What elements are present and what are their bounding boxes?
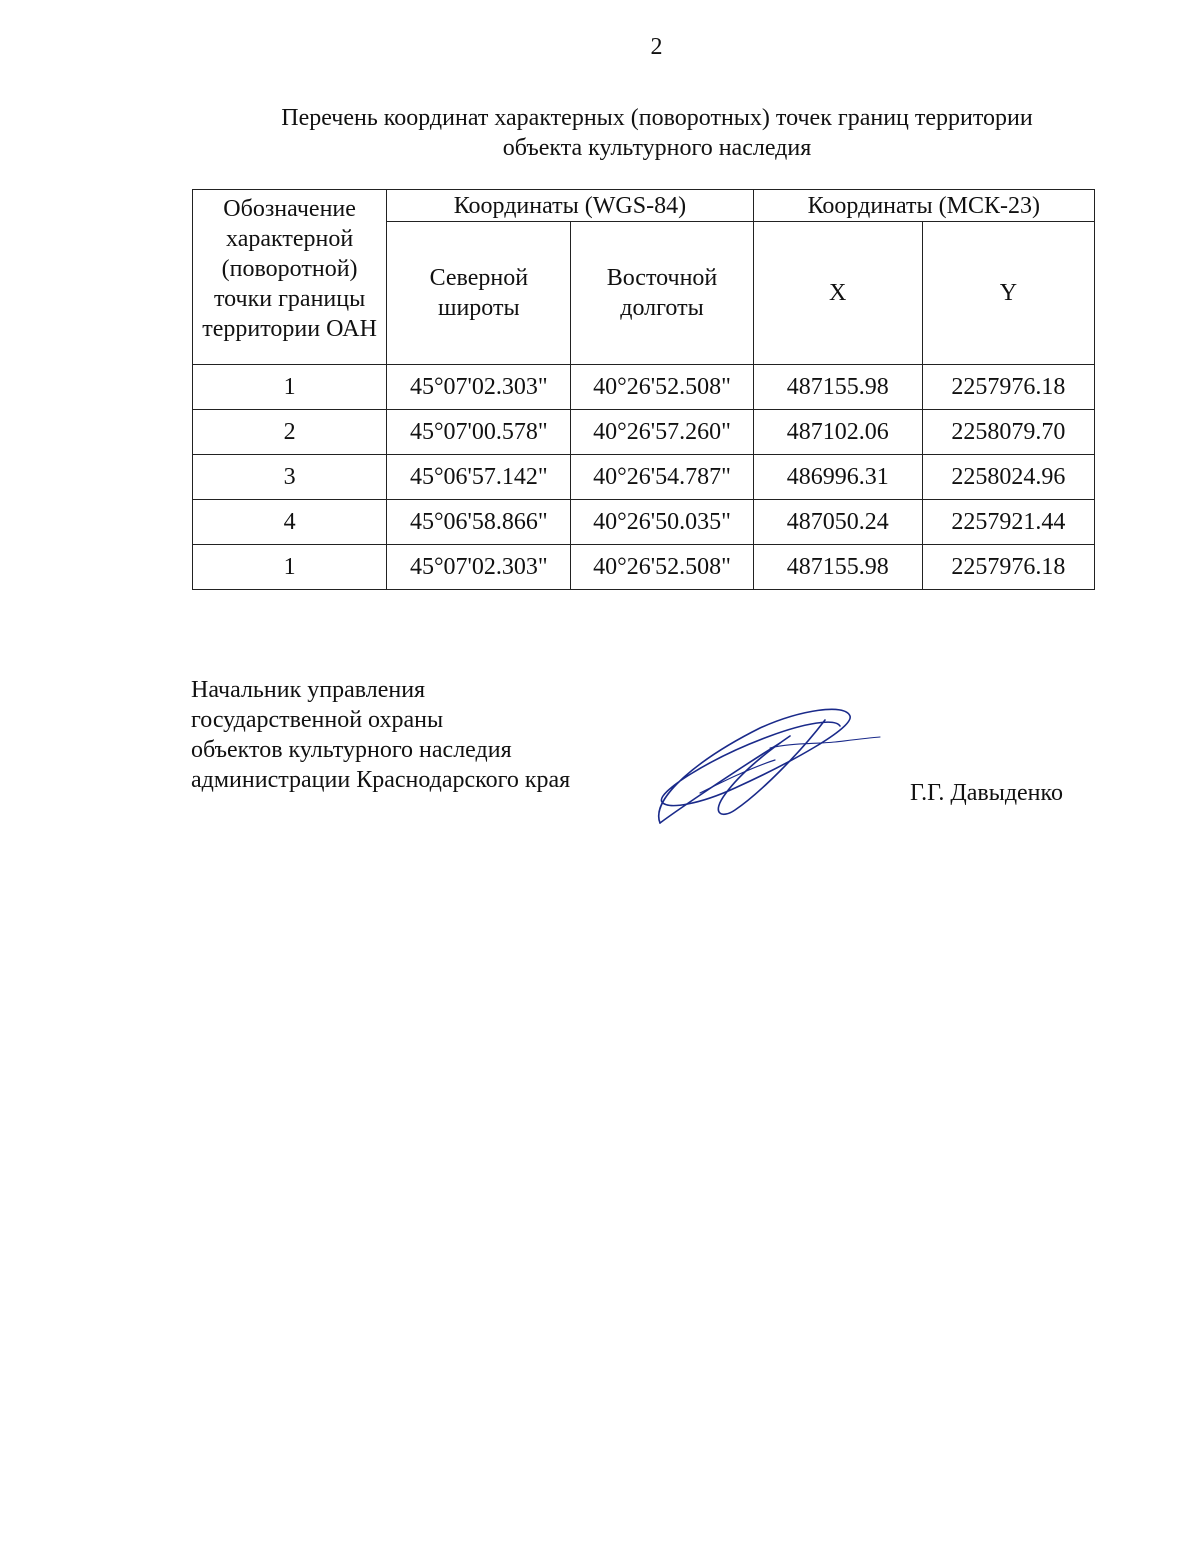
cell-y: 2258024.96 <box>922 455 1094 500</box>
cell-point: 3 <box>193 455 387 500</box>
position-line-1: Начальник управления <box>191 677 426 703</box>
cell-x: 486996.31 <box>753 455 922 500</box>
position-line-2: государственной охраны <box>191 707 444 733</box>
table-row <box>193 455 1095 500</box>
title-line-2: объекта культурного наследия <box>502 135 812 161</box>
header-latitude: Северной широты <box>387 222 571 365</box>
header-wgs84: Координаты (WGS-84) <box>387 190 753 222</box>
cell-longitude: 40°26'57.260" <box>571 410 753 455</box>
cell-x: 487050.24 <box>753 500 922 545</box>
header-msk23: Координаты (МСК-23) <box>753 190 1094 222</box>
header-designation: Обозначение характерной (поворотной) точки границы территории ОАН <box>193 190 387 365</box>
cell-x: 487155.98 <box>753 365 922 410</box>
header-x: X <box>753 222 922 365</box>
cell-longitude: 40°26'50.035" <box>571 500 753 545</box>
cell-y: 2257976.18 <box>922 365 1094 410</box>
cell-latitude: 45°07'00.578" <box>387 410 571 455</box>
cell-longitude: 40°26'52.508" <box>571 545 753 590</box>
cell-latitude: 45°06'57.142" <box>387 455 571 500</box>
table-row <box>193 500 1095 545</box>
cell-point: 1 <box>193 365 387 410</box>
cell-x: 487102.06 <box>753 410 922 455</box>
table-row <box>193 545 1095 590</box>
header-longitude: Восточной долготы <box>571 222 753 365</box>
signer-name: Г.Г. Давыденко <box>910 780 1063 806</box>
cell-latitude: 45°07'02.303" <box>387 545 571 590</box>
table-row <box>193 365 1095 410</box>
cell-point: 4 <box>193 500 387 545</box>
table-row <box>193 410 1095 455</box>
document-title <box>190 103 1124 163</box>
signatory-position <box>191 675 570 795</box>
cell-latitude: 45°06'58.866" <box>387 500 571 545</box>
cell-x: 487155.98 <box>753 545 922 590</box>
title-line-1: Перечень координат характерных (поворотных) точек границ территории <box>281 105 1033 131</box>
cell-y: 2258079.70 <box>922 410 1094 455</box>
cell-longitude: 40°26'52.508" <box>571 365 753 410</box>
page-number: 2 <box>650 34 663 60</box>
cell-y: 2257921.44 <box>922 500 1094 545</box>
header-y: Y <box>922 222 1094 365</box>
cell-y: 2257976.18 <box>922 545 1094 590</box>
cell-longitude: 40°26'54.787" <box>571 455 753 500</box>
position-line-4: администрации Краснодарского края <box>191 767 571 793</box>
cell-point: 1 <box>193 545 387 590</box>
cell-point: 2 <box>193 410 387 455</box>
position-line-3: объектов культурного наследия <box>191 737 512 763</box>
coordinates-table <box>192 189 1095 590</box>
cell-latitude: 45°07'02.303" <box>387 365 571 410</box>
handwritten-signature <box>640 698 890 828</box>
